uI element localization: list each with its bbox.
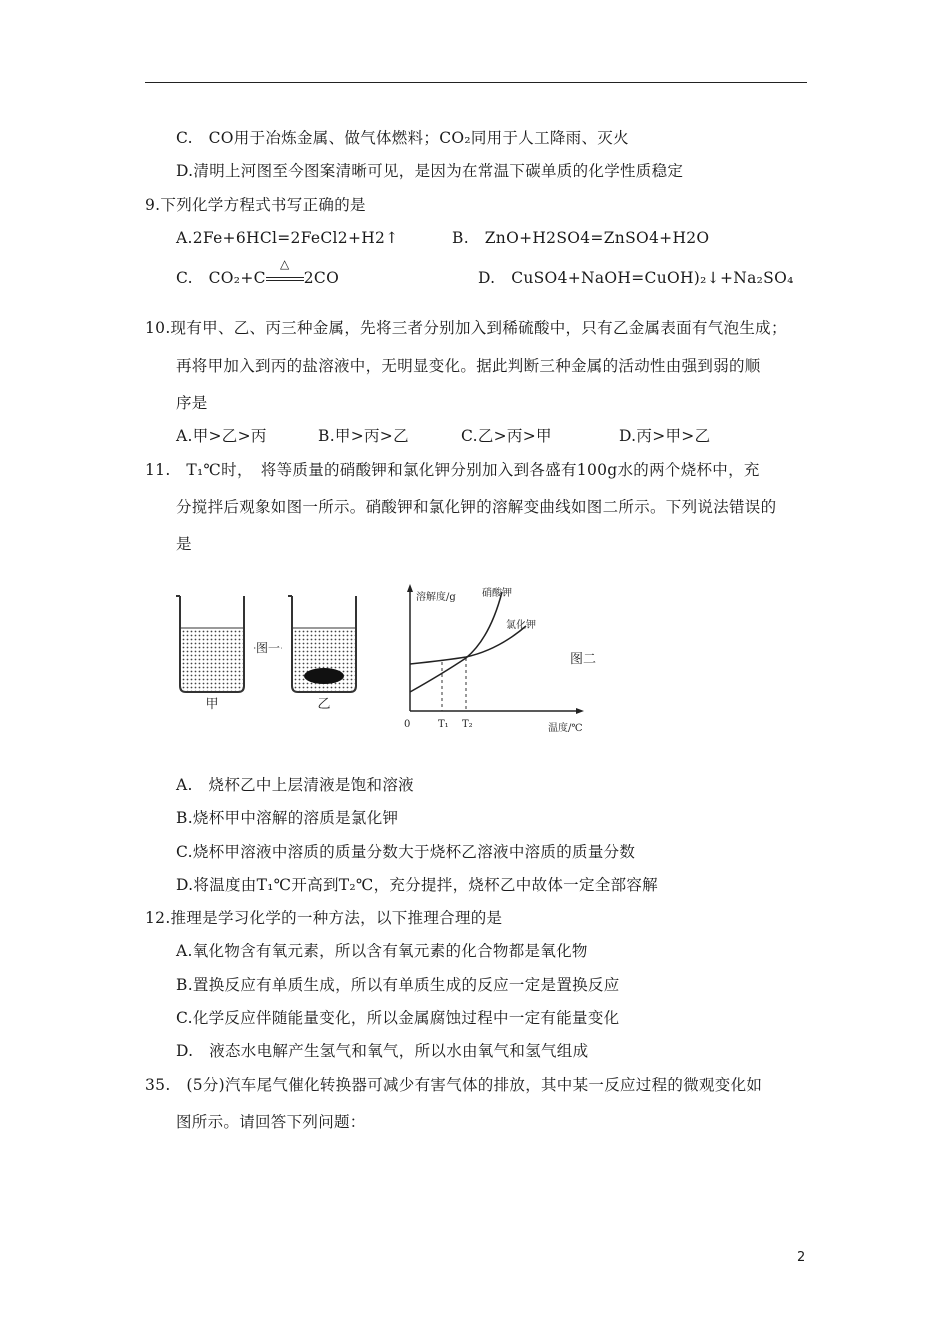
q9-option-a: A.2Fe+6HCl=2FeCl2+H2↑ bbox=[176, 229, 399, 247]
q11-stem-line1: 11. T₁℃时， 将等质量的硝酸钾和氯化钾分别加入到各盛有100g水的两个烧杯中，充 bbox=[145, 461, 760, 479]
y-axis-label: 溶解度/g bbox=[416, 592, 456, 603]
q11-option-c: C.烧杯甲溶液中溶质的质量分数大于烧杯乙溶液中溶质的质量分数 bbox=[176, 843, 636, 861]
figure-two-solubility-graph bbox=[398, 580, 618, 740]
x-axis-label: 温度/℃ bbox=[548, 723, 583, 734]
q11-stem-line3: 是 bbox=[176, 535, 192, 553]
kno3-curve bbox=[410, 592, 502, 692]
q9-option-c-right: 2CO bbox=[303, 269, 340, 287]
kno3-label: 硝酸钾 bbox=[482, 588, 512, 599]
q11-option-a: A. 烧杯乙中上层清液是饱和溶液 bbox=[176, 776, 414, 794]
q12-option-b: B.置换反应有单质生成，所以有单质生成的反应一定是置换反应 bbox=[176, 976, 620, 994]
x-axis-arrow bbox=[576, 708, 584, 714]
beaker-right bbox=[288, 596, 356, 692]
q11-option-d: D.将温度由T₁℃开高到T₂℃，充分提拌，烧杯乙中故体一定全部容解 bbox=[176, 876, 658, 894]
heat-symbol: △ bbox=[280, 257, 290, 271]
q12-option-d: D. 液态水电解产生氢气和氧气，所以水由氧气和氢气组成 bbox=[176, 1042, 589, 1060]
kcl-label: 氯化钾 bbox=[506, 620, 536, 631]
q9-option-c-left: C. CO₂+C bbox=[176, 269, 266, 287]
q9-option-c bbox=[176, 257, 340, 288]
equals-sign bbox=[266, 277, 304, 281]
t1-label: T₁ bbox=[438, 719, 449, 730]
q35-stem-line1: 35. (5分)汽车尾气催化转换器可减少有害气体的排放，其中某一反应过程的微观变化如 bbox=[145, 1076, 763, 1094]
q8-option-d: D.清明上河图至今图案清晰可见，是因为在常温下碳单质的化学性质稳定 bbox=[176, 162, 684, 180]
header-rule bbox=[145, 82, 807, 83]
q11-stem-line2: 分搅拌后观象如图一所示。硝酸钾和氯化钾的溶解变曲线如图二所示。下列说法错误的 bbox=[176, 498, 777, 516]
q10-stem-line2: 再将甲加入到丙的盐溶液中，无明显变化。据此判断三种金属的活动性由强到弱的顺 bbox=[176, 357, 761, 375]
t2-label: T₂ bbox=[462, 719, 473, 730]
q10-option-c: C.乙>丙>甲 bbox=[461, 427, 552, 445]
beaker-right-label: 乙 bbox=[317, 697, 331, 712]
q35-stem-line2: 图所示。请回答下列问题： bbox=[176, 1113, 366, 1131]
reaction-condition bbox=[266, 257, 304, 288]
q9-stem: 9.下列化学方程式书写正确的是 bbox=[145, 196, 366, 214]
figure-two-caption: 图二 bbox=[570, 652, 597, 667]
q10-stem-line1: 10.现有甲、乙、丙三种金属，先将三者分别加入到稀硫酸中，只有乙金属表面有气泡生成； bbox=[145, 319, 787, 337]
q12-stem: 12.推理是学习化学的一种方法，以下推理合理的是 bbox=[145, 909, 503, 927]
q12-option-c: C.化学反应伴随能量变化，所以金属腐蚀过程中一定有能量变化 bbox=[176, 1009, 620, 1027]
q11-option-b: B.烧杯甲中溶解的溶质是氯化钾 bbox=[176, 809, 399, 827]
y-axis-arrow bbox=[407, 584, 413, 592]
q10-option-b: B.甲>丙>乙 bbox=[318, 427, 409, 445]
beaker-left-solution bbox=[181, 628, 243, 691]
figure-one-caption: 图一 bbox=[255, 641, 281, 655]
q8-option-c: C. CO用于冶炼金属、做气体燃料；CO₂同用于人工降雨、灭火 bbox=[176, 129, 629, 147]
q10-stem-line3: 序是 bbox=[176, 394, 208, 412]
beaker-left bbox=[176, 596, 244, 692]
undissolved-solid bbox=[304, 668, 344, 684]
q9-option-d: D. CuSO4+NaOH=CuOH)₂↓+Na₂SO₄ bbox=[478, 269, 794, 287]
q10-option-d: D.丙>甲>乙 bbox=[619, 427, 711, 445]
origin-label: 0 bbox=[404, 719, 411, 730]
page-number: 2 bbox=[797, 1250, 806, 1265]
kcl-curve bbox=[410, 626, 526, 664]
q12-option-a: A.氧化物含有氧元素，所以含有氧元素的化合物都是氧化物 bbox=[176, 942, 588, 960]
figure-one-beakers bbox=[170, 590, 370, 715]
beaker-left-label: 甲 bbox=[205, 697, 219, 712]
q10-option-a: A.甲>乙>丙 bbox=[176, 427, 267, 445]
q9-option-b: B. ZnO+H2SO4=ZnSO4+H2O bbox=[452, 229, 710, 247]
